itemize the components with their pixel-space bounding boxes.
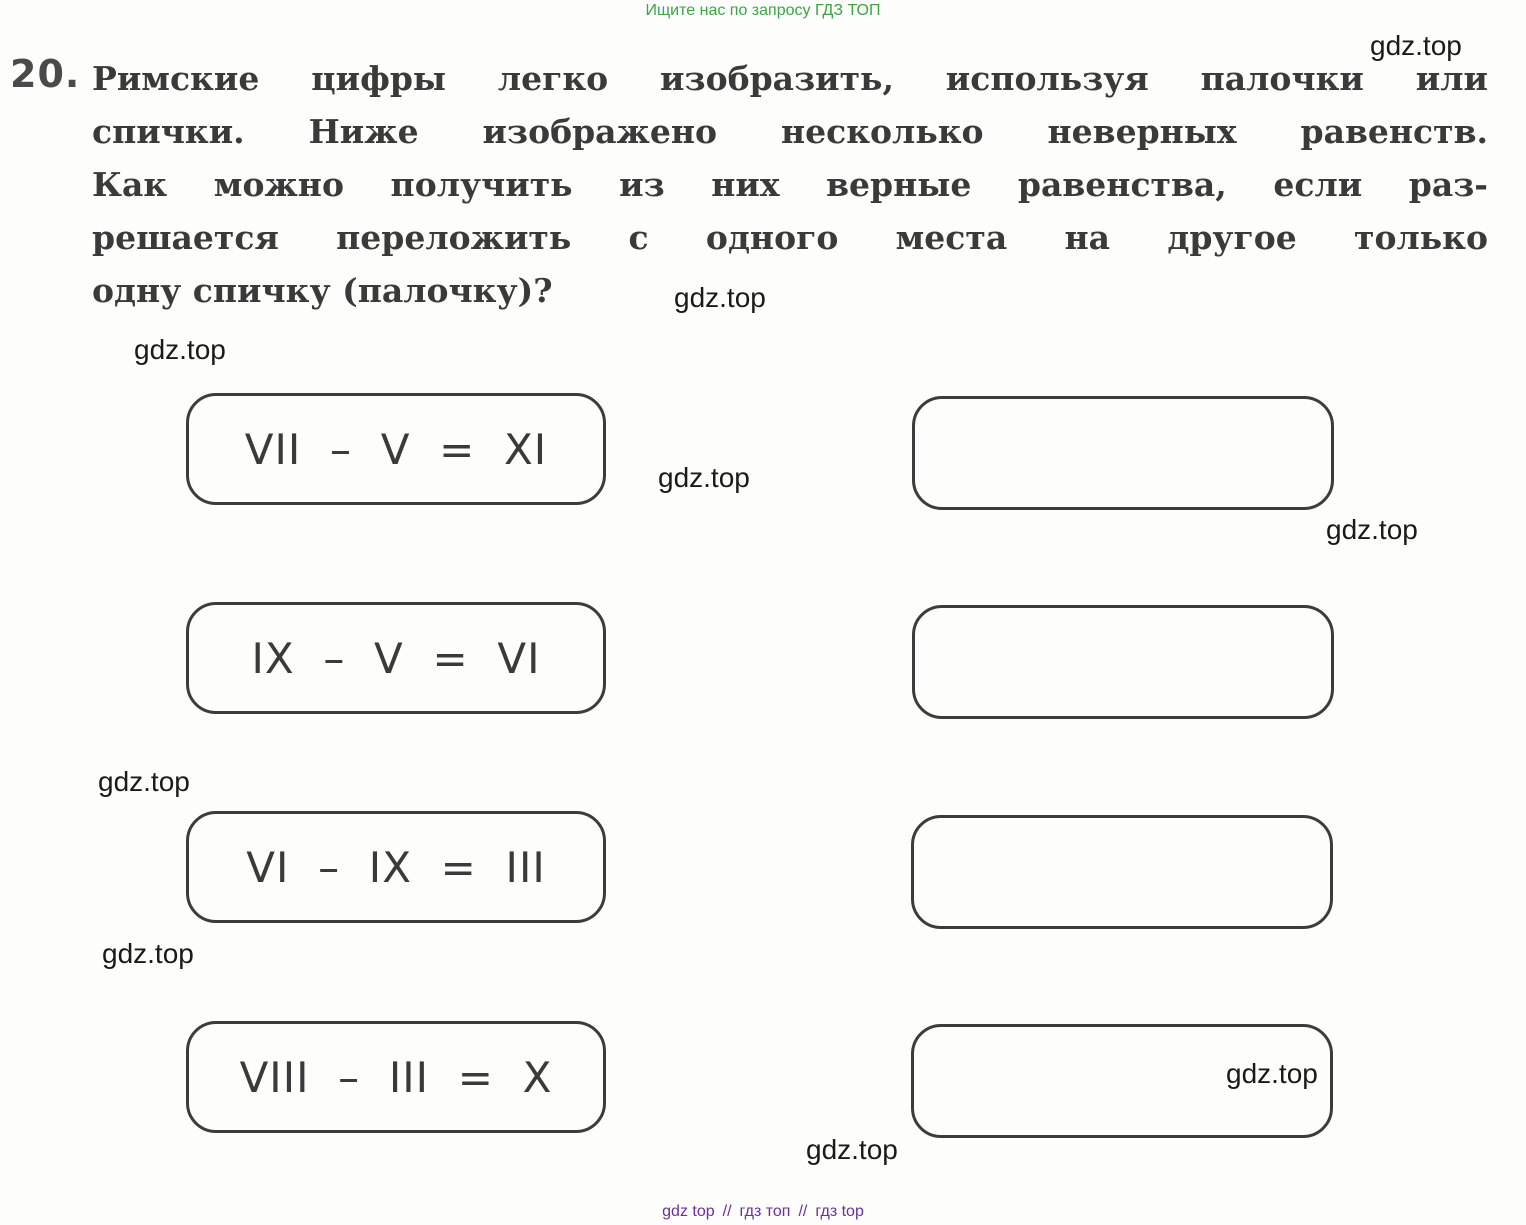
equation-text: VIII – III = X xyxy=(239,1052,553,1102)
bottom-banner-link[interactable]: гдз топ xyxy=(739,1203,791,1220)
watermark: gdz.top xyxy=(102,938,194,969)
answer-box-1[interactable] xyxy=(912,396,1334,510)
answer-box-2[interactable] xyxy=(912,605,1334,719)
problem-line: Римские цифры легко изобразить, используя палочки или xyxy=(92,59,1488,98)
answer-box-3[interactable] xyxy=(911,815,1333,929)
equation-box-1 xyxy=(186,393,606,505)
watermark: gdz.top xyxy=(658,462,750,493)
top-banner: Ищите нас по запросу ГДЗ ТОП xyxy=(645,2,881,19)
problem-number: 20. xyxy=(10,52,81,96)
equation-text: IX – V = VI xyxy=(251,633,541,683)
problem-line: одну спичку (палочку)? xyxy=(92,271,553,310)
problem-line: решается переложить с одного места на другое только xyxy=(92,218,1488,257)
problem-line: спички. Ниже изображено несколько неверных равенств. xyxy=(92,112,1488,151)
watermark: gdz.top xyxy=(674,282,766,313)
equation-box-2 xyxy=(186,602,606,714)
bottom-banner-link[interactable]: гдз top xyxy=(815,1203,864,1220)
equation-text: VII – V = XI xyxy=(244,424,548,474)
watermark: gdz.top xyxy=(134,334,226,365)
bottom-banner-separator: // xyxy=(798,1203,808,1220)
watermark: gdz.top xyxy=(806,1134,898,1165)
equation-box-3 xyxy=(186,811,606,923)
problem-text xyxy=(92,52,1488,317)
equation-box-4 xyxy=(186,1021,606,1133)
equation-text: VI – IX = III xyxy=(246,842,546,892)
watermark: gdz.top xyxy=(1226,1058,1318,1089)
problem-line: Как можно получить из них верные равенства, если раз- xyxy=(92,165,1488,204)
bottom-banner-link[interactable]: gdz top xyxy=(662,1203,715,1220)
bottom-banner xyxy=(0,1203,1526,1221)
watermark: gdz.top xyxy=(1326,514,1418,545)
bottom-banner-separator: // xyxy=(722,1203,732,1220)
watermark: gdz.top xyxy=(1370,30,1462,61)
watermark: gdz.top xyxy=(98,766,190,797)
